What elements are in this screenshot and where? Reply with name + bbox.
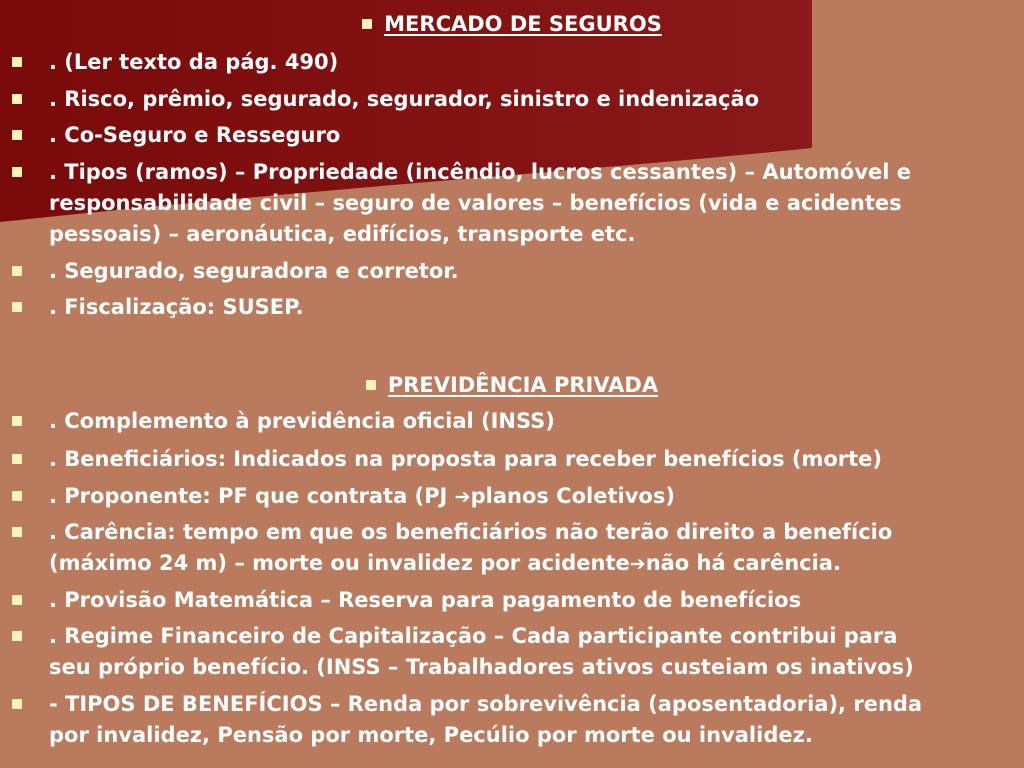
list-item-text: . Regime Financeiro de Capitalização – Cada participante contribui para [49,624,898,648]
list-item [49,585,1011,616]
list-item-text: seu próprio benefício. (INSS – Trabalhadores ativos custeiam os inativos) [49,655,914,679]
list-item [49,406,1011,437]
list-item-text: (máximo 24 m) – morte ou invalidez por acidente [49,551,630,575]
square-bullet-icon [12,130,22,140]
square-bullet-icon [12,167,22,177]
square-bullet-icon [12,302,22,312]
list-item-text: . Provisão Matemática – Reserva para pagamento de benefícios [49,588,802,612]
square-bullet-icon [12,94,22,104]
heading-text: MERCADO DE SEGUROS [384,12,662,36]
heading-text: PREVIDÊNCIA PRIVADA [387,373,659,397]
list-item-text: - TIPOS DE BENEFÍCIOS – Renda por sobrevivência (aposentadoria), renda [49,692,923,716]
list-item [49,84,1011,115]
square-bullet-icon [12,57,22,67]
square-bullet-icon [12,699,22,709]
list-item-text: pessoais) – aeronáutica, edifícios, transporte etc. [49,222,636,246]
square-bullet-icon [12,266,22,276]
list-item-line [49,481,1011,513]
list-item-text: . Risco, prêmio, segurado, segurador, sinistro e indenização [49,87,760,111]
list-item-text: por invalidez, Pensão por morte, Pecúlio por morte ou invalidez. [49,723,813,747]
list-item [49,292,1011,323]
list-item-text: . (Ler texto da pág. 490) [49,50,339,74]
list-item-text: planos Coletivos) [470,484,675,508]
square-bullet-icon [362,19,372,29]
list-item-text: . Complemento à previdência oficial (INSS) [49,409,555,433]
square-bullet-icon [366,380,376,390]
list-item [49,481,1011,513]
list-item [49,256,1011,287]
square-bullet-icon [12,595,22,605]
list-item [49,157,1011,250]
list-item-line [49,548,1011,580]
right-arrow-icon: ➔ [629,553,646,575]
list-item-text: . Carência: tempo em que os beneficiários não terão direito a benefício [49,520,893,544]
list-item-text: não há carência. [645,551,841,575]
square-bullet-icon [12,491,22,501]
list-item [49,517,1011,580]
list-item-text: . Co-Seguro e Resseguro [49,123,341,147]
list-item-text: . Tipos (ramos) – Propriedade (incêndio, lucros cessantes) – Automóvel e [49,160,912,184]
list-item [49,47,1011,78]
list-item [49,120,1011,151]
square-bullet-icon [12,454,22,464]
section-heading-mercado-de-seguros [0,11,1024,37]
square-bullet-icon [12,527,22,537]
section-heading-previdencia-privada [0,372,1024,398]
list-item-text: . Fiscalização: SUSEP. [49,295,304,319]
list-item-text: . Beneficiários: Indicados na proposta para receber benefícios (morte) [49,447,883,471]
right-arrow-icon: ➔ [454,486,471,508]
square-bullet-icon [12,416,22,426]
list-item-text: . Segurado, seguradora e corretor. [49,259,459,283]
list-item-text: . Proponente: PF que contrata (PJ [49,484,455,508]
list-item [49,444,1011,475]
list-item [49,621,1011,683]
list-item-text: responsabilidade civil – seguro de valores – benefícios (vida e acidentes [49,191,902,215]
list-item [49,689,1011,751]
square-bullet-icon [12,631,22,641]
